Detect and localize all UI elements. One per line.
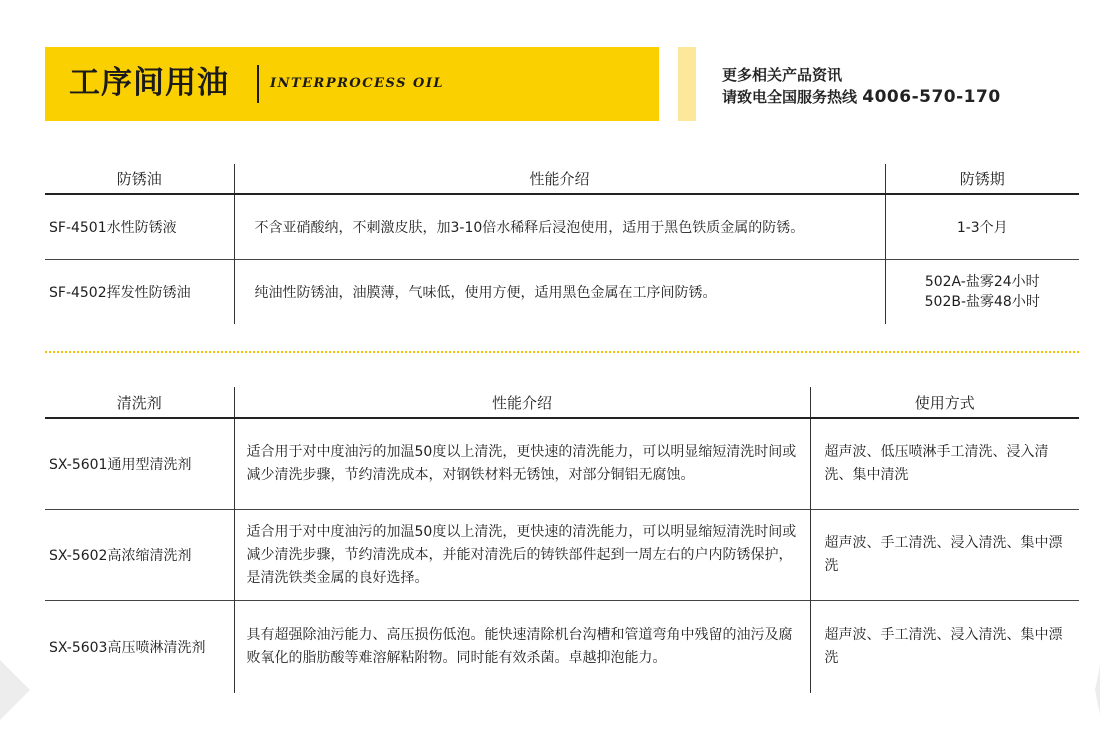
table-row	[45, 510, 1079, 601]
table-row	[45, 418, 1079, 510]
product-desc: 不含亚硝酸纳，不刺激皮肤，加3-10倍水稀释后浸泡使用，适用于黑色铁质金属的防锈。	[234, 194, 885, 260]
rust-period: 1-3个月	[885, 194, 1079, 260]
product-name: SF-4502挥发性防锈油	[45, 260, 234, 325]
rust-period-line: 502B-盐雾48小时	[924, 294, 1040, 310]
table-row	[45, 260, 1079, 325]
rust-period-line: 502A-盐雾24小时	[924, 274, 1040, 290]
product-desc: 纯油性防锈油，油膜薄，气味低，使用方便，适用黑色金属在工序间防锈。	[234, 260, 885, 325]
page-turn-left-icon	[0, 660, 30, 720]
usage-method: 超声波、手工清洗、浸入清洗、集中漂洗	[810, 601, 1079, 694]
cleaner-table	[45, 387, 1079, 693]
product-desc: 具有超强除油污能力、高压损伤低泡。能快速清除机台沟槽和管道弯角中残留的油污及腐败氧化的脂肪酸等难溶解粘附物。同时能有效杀菌。卓越抑泡能力。	[234, 601, 810, 694]
col-header-product: 防锈油	[45, 164, 234, 194]
table-header-row	[45, 164, 1079, 194]
table-header-row	[45, 387, 1079, 418]
product-name: SX-5601通用型清洗剂	[45, 418, 234, 510]
col-header-performance: 性能介绍	[234, 387, 810, 418]
product-desc: 适合用于对中度油污的加温50度以上清洗，更快速的清洗能力，可以明显缩短清洗时间或减少清洗步骤，节约清洗成本，并能对清洗后的铸铁部件起到一周左右的户内防锈保护，是清洗铁类金属的良好选择。	[234, 510, 810, 601]
table-row	[45, 601, 1079, 694]
page-turn-right-icon	[1095, 660, 1100, 720]
col-header-period: 防锈期	[885, 164, 1079, 194]
col-header-usage: 使用方式	[810, 387, 1079, 418]
usage-method: 超声波、手工清洗、浸入清洗、集中漂洗	[810, 510, 1079, 601]
rust-period	[885, 260, 1079, 325]
contact-line2	[722, 86, 1001, 108]
col-header-performance: 性能介绍	[234, 164, 885, 194]
product-name: SX-5602高浓缩清洗剂	[45, 510, 234, 601]
product-desc: 适合用于对中度油污的加温50度以上清洗，更快速的清洗能力，可以明显缩短清洗时间或减少清洗步骤，节约清洗成本，对钢铁材料无锈蚀，对部分铜铝无腐蚀。	[234, 418, 810, 510]
accent-strip	[678, 47, 696, 121]
section-divider	[45, 351, 1079, 353]
product-name: SX-5603高压喷淋清洗剂	[45, 601, 234, 694]
title-banner	[45, 47, 659, 121]
hotline-number[interactable]: 4006-570-170	[862, 87, 1001, 107]
col-header-product: 清洗剂	[45, 387, 234, 418]
product-name: SF-4501水性防锈液	[45, 194, 234, 260]
contact-line1: 更多相关产品资讯	[722, 66, 843, 84]
page-title: 工序间用油	[69, 65, 229, 101]
page-subtitle: INTERPROCESS OIL	[270, 76, 445, 91]
contact-info	[722, 64, 1001, 108]
contact-line2-prefix: 请致电全国服务热线	[722, 88, 858, 106]
title-divider	[257, 65, 259, 103]
table-row	[45, 194, 1079, 260]
rust-oil-table	[45, 164, 1079, 324]
usage-method: 超声波、低压喷淋手工清洗、浸入清洗、集中清洗	[810, 418, 1079, 510]
